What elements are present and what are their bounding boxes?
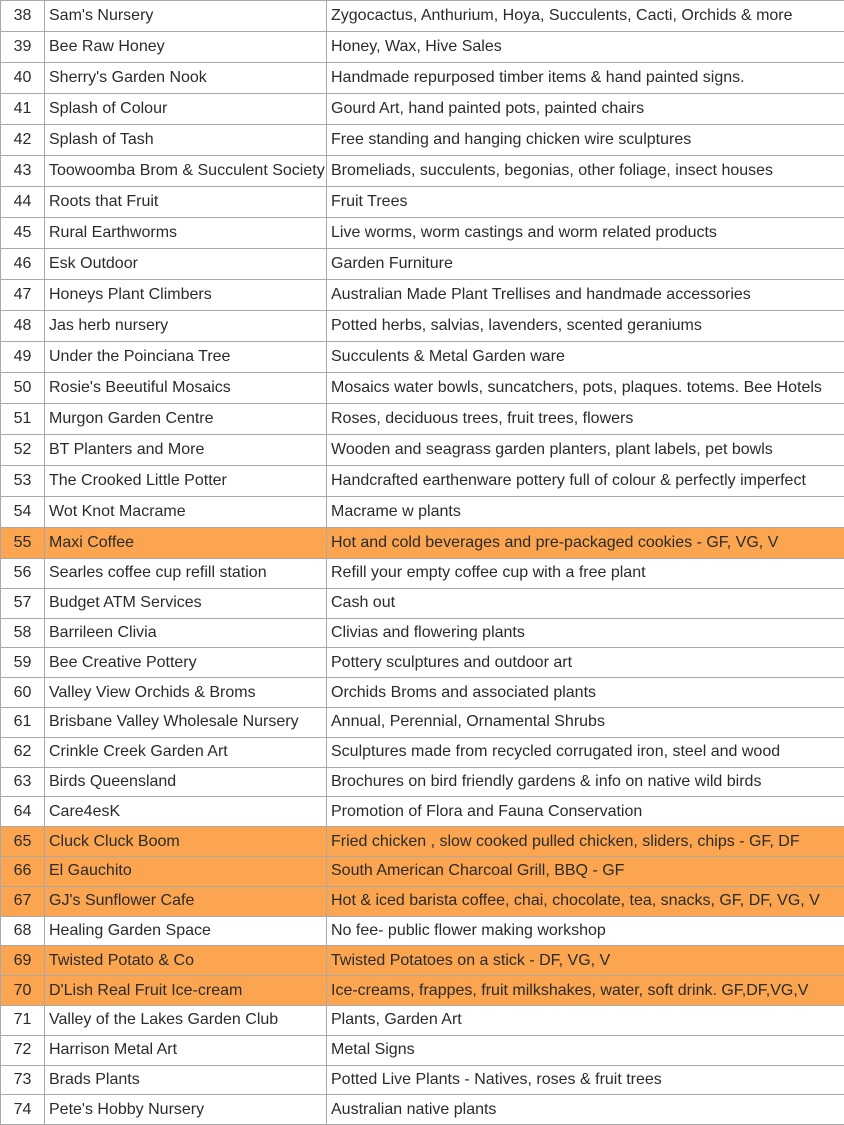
stall-description: Gourd Art, hand painted pots, painted chairs: [327, 94, 844, 125]
table-row: [1, 528, 844, 559]
stall-name: Harrison Metal Art: [45, 1035, 327, 1065]
table-row: [1, 946, 844, 976]
stall-number: 49: [1, 342, 45, 373]
table-row: [1, 1065, 844, 1095]
table-row: [1, 156, 844, 187]
stall-name: Budget ATM Services: [45, 588, 327, 618]
stall-description: Cash out: [327, 588, 844, 618]
stall-name: Barrileen Clivia: [45, 618, 327, 648]
table-row: [1, 1035, 844, 1065]
stall-number: 69: [1, 946, 45, 976]
table-row: [1, 856, 844, 886]
table-row: [1, 707, 844, 737]
table-row: [1, 797, 844, 827]
stall-number: 38: [1, 1, 45, 32]
stall-number: 47: [1, 280, 45, 311]
table-row: [1, 648, 844, 678]
stall-description: Hot and cold beverages and pre-packaged cookies - GF, VG, V: [327, 528, 844, 559]
stall-number: 55: [1, 528, 45, 559]
table-row: [1, 32, 844, 63]
table-row: [1, 767, 844, 797]
table-row: [1, 886, 844, 916]
stall-description: Fruit Trees: [327, 187, 844, 218]
stall-name: Splash of Colour: [45, 94, 327, 125]
table-row: [1, 373, 844, 404]
stall-name: Pete's Hobby Nursery: [45, 1095, 327, 1125]
stall-number: 48: [1, 311, 45, 342]
stall-name: Maxi Coffee: [45, 528, 327, 559]
stall-description: Sculptures made from recycled corrugated iron, steel and wood: [327, 737, 844, 767]
stall-name: BT Planters and More: [45, 435, 327, 466]
stall-description: Wooden and seagrass garden planters, plant labels, pet bowls: [327, 435, 844, 466]
stall-name: El Gauchito: [45, 856, 327, 886]
stall-description: Potted Live Plants - Natives, roses & fruit trees: [327, 1065, 844, 1095]
stall-name: Care4esK: [45, 797, 327, 827]
stall-description: Hot & iced barista coffee, chai, chocolate, tea, snacks, GF, DF, VG, V: [327, 886, 844, 916]
stall-name: D'Lish Real Fruit Ice-cream: [45, 976, 327, 1006]
table-row: [1, 404, 844, 435]
stall-number: 53: [1, 466, 45, 497]
stall-number: 73: [1, 1065, 45, 1095]
stall-number: 70: [1, 976, 45, 1006]
table-row: [1, 435, 844, 466]
stall-number: 66: [1, 856, 45, 886]
stall-number: 40: [1, 63, 45, 94]
stall-description: Promotion of Flora and Fauna Conservation: [327, 797, 844, 827]
stall-description: Refill your empty coffee cup with a free plant: [327, 559, 844, 589]
stall-description: Macrame w plants: [327, 497, 844, 528]
table-row: [1, 187, 844, 218]
stall-number: 65: [1, 827, 45, 857]
stall-number: 72: [1, 1035, 45, 1065]
stall-name: Esk Outdoor: [45, 249, 327, 280]
stall-name: The Crooked Little Potter: [45, 466, 327, 497]
table-row: [1, 497, 844, 528]
table-row: [1, 827, 844, 857]
stall-description: Succulents & Metal Garden ware: [327, 342, 844, 373]
stall-name: Splash of Tash: [45, 125, 327, 156]
stall-description: Plants, Garden Art: [327, 1005, 844, 1035]
stall-name: Brads Plants: [45, 1065, 327, 1095]
stall-name: Valley of the Lakes Garden Club: [45, 1005, 327, 1035]
stall-name: Honeys Plant Climbers: [45, 280, 327, 311]
table-row: [1, 249, 844, 280]
table-row: [1, 218, 844, 249]
stall-description: Bromeliads, succulents, begonias, other foliage, insect houses: [327, 156, 844, 187]
stall-description: No fee- public flower making workshop: [327, 916, 844, 946]
stall-number: 58: [1, 618, 45, 648]
stall-number: 59: [1, 648, 45, 678]
stall-number: 54: [1, 497, 45, 528]
table-row: [1, 280, 844, 311]
stall-number: 63: [1, 767, 45, 797]
stall-name: Roots that Fruit: [45, 187, 327, 218]
stall-name: Wot Knot Macrame: [45, 497, 327, 528]
stall-table-body: [1, 1, 844, 1125]
stall-name: Sherry's Garden Nook: [45, 63, 327, 94]
stall-description: Mosaics water bowls, suncatchers, pots, plaques. totems. Bee Hotels: [327, 373, 844, 404]
stall-number: 71: [1, 1005, 45, 1035]
table-row: [1, 559, 844, 589]
stall-name: Murgon Garden Centre: [45, 404, 327, 435]
stall-description: Ice-creams, frappes, fruit milkshakes, water, soft drink. GF,DF,VG,V: [327, 976, 844, 1006]
stall-number: 74: [1, 1095, 45, 1125]
table-row: [1, 125, 844, 156]
stall-number: 46: [1, 249, 45, 280]
stall-name: Rural Earthworms: [45, 218, 327, 249]
stall-name: Jas herb nursery: [45, 311, 327, 342]
stall-number: 61: [1, 707, 45, 737]
stall-name: Valley View Orchids & Broms: [45, 678, 327, 708]
stall-number: 62: [1, 737, 45, 767]
stall-name: Bee Raw Honey: [45, 32, 327, 63]
stall-number: 43: [1, 156, 45, 187]
table-row: [1, 678, 844, 708]
stall-description: Fried chicken , slow cooked pulled chicken, sliders, chips - GF, DF: [327, 827, 844, 857]
stall-description: Australian Made Plant Trellises and handmade accessories: [327, 280, 844, 311]
stall-name: Rosie's Beeutiful Mosaics: [45, 373, 327, 404]
table-row: [1, 588, 844, 618]
table-row: [1, 737, 844, 767]
stall-number: 45: [1, 218, 45, 249]
stall-number: 52: [1, 435, 45, 466]
table-row: [1, 976, 844, 1006]
stall-name: Searles coffee cup refill station: [45, 559, 327, 589]
stall-number: 42: [1, 125, 45, 156]
stall-description: Australian native plants: [327, 1095, 844, 1125]
table-row: [1, 342, 844, 373]
stall-number: 68: [1, 916, 45, 946]
stall-number: 60: [1, 678, 45, 708]
table-row: [1, 94, 844, 125]
stall-name: Birds Queensland: [45, 767, 327, 797]
stall-name: Toowoomba Brom & Succulent Society: [45, 156, 327, 187]
stall-description: Garden Furniture: [327, 249, 844, 280]
stall-description: South American Charcoal Grill, BBQ - GF: [327, 856, 844, 886]
stall-number: 44: [1, 187, 45, 218]
stall-description: Brochures on bird friendly gardens & info on native wild birds: [327, 767, 844, 797]
stall-number: 57: [1, 588, 45, 618]
table-row: [1, 618, 844, 648]
table-row: [1, 63, 844, 94]
stall-name: Twisted Potato & Co: [45, 946, 327, 976]
stall-name: Brisbane Valley Wholesale Nursery: [45, 707, 327, 737]
table-row: [1, 1095, 844, 1125]
stall-number: 41: [1, 94, 45, 125]
stall-number: 56: [1, 559, 45, 589]
table-row: [1, 311, 844, 342]
stall-description: Roses, deciduous trees, fruit trees, flowers: [327, 404, 844, 435]
table-row: [1, 916, 844, 946]
table-row: [1, 1005, 844, 1035]
stall-description: Metal Signs: [327, 1035, 844, 1065]
stall-name: Healing Garden Space: [45, 916, 327, 946]
stall-description: Twisted Potatoes on a stick - DF, VG, V: [327, 946, 844, 976]
stall-name: GJ's Sunflower Cafe: [45, 886, 327, 916]
stall-description: Zygocactus, Anthurium, Hoya, Succulents, Cacti, Orchids & more: [327, 1, 844, 32]
stall-name: Under the Poinciana Tree: [45, 342, 327, 373]
stall-number: 39: [1, 32, 45, 63]
stall-name: Bee Creative Pottery: [45, 648, 327, 678]
table-row: [1, 466, 844, 497]
stall-description: Honey, Wax, Hive Sales: [327, 32, 844, 63]
stall-description: Pottery sculptures and outdoor art: [327, 648, 844, 678]
stall-number: 50: [1, 373, 45, 404]
stall-description: Handmade repurposed timber items & hand painted signs.: [327, 63, 844, 94]
stall-description: Live worms, worm castings and worm related products: [327, 218, 844, 249]
table-row: [1, 1, 844, 32]
stall-name: Sam's Nursery: [45, 1, 327, 32]
stall-number: 67: [1, 886, 45, 916]
stall-description: Handcrafted earthenware pottery full of colour & perfectly imperfect: [327, 466, 844, 497]
stall-description: Orchids Broms and associated plants: [327, 678, 844, 708]
stall-description: Potted herbs, salvias, lavenders, scented geraniums: [327, 311, 844, 342]
stall-description: Clivias and flowering plants: [327, 618, 844, 648]
stall-name: Crinkle Creek Garden Art: [45, 737, 327, 767]
stall-name: Cluck Cluck Boom: [45, 827, 327, 857]
stall-number: 51: [1, 404, 45, 435]
stall-number: 64: [1, 797, 45, 827]
stall-description: Free standing and hanging chicken wire sculptures: [327, 125, 844, 156]
stall-description: Annual, Perennial, Ornamental Shrubs: [327, 707, 844, 737]
